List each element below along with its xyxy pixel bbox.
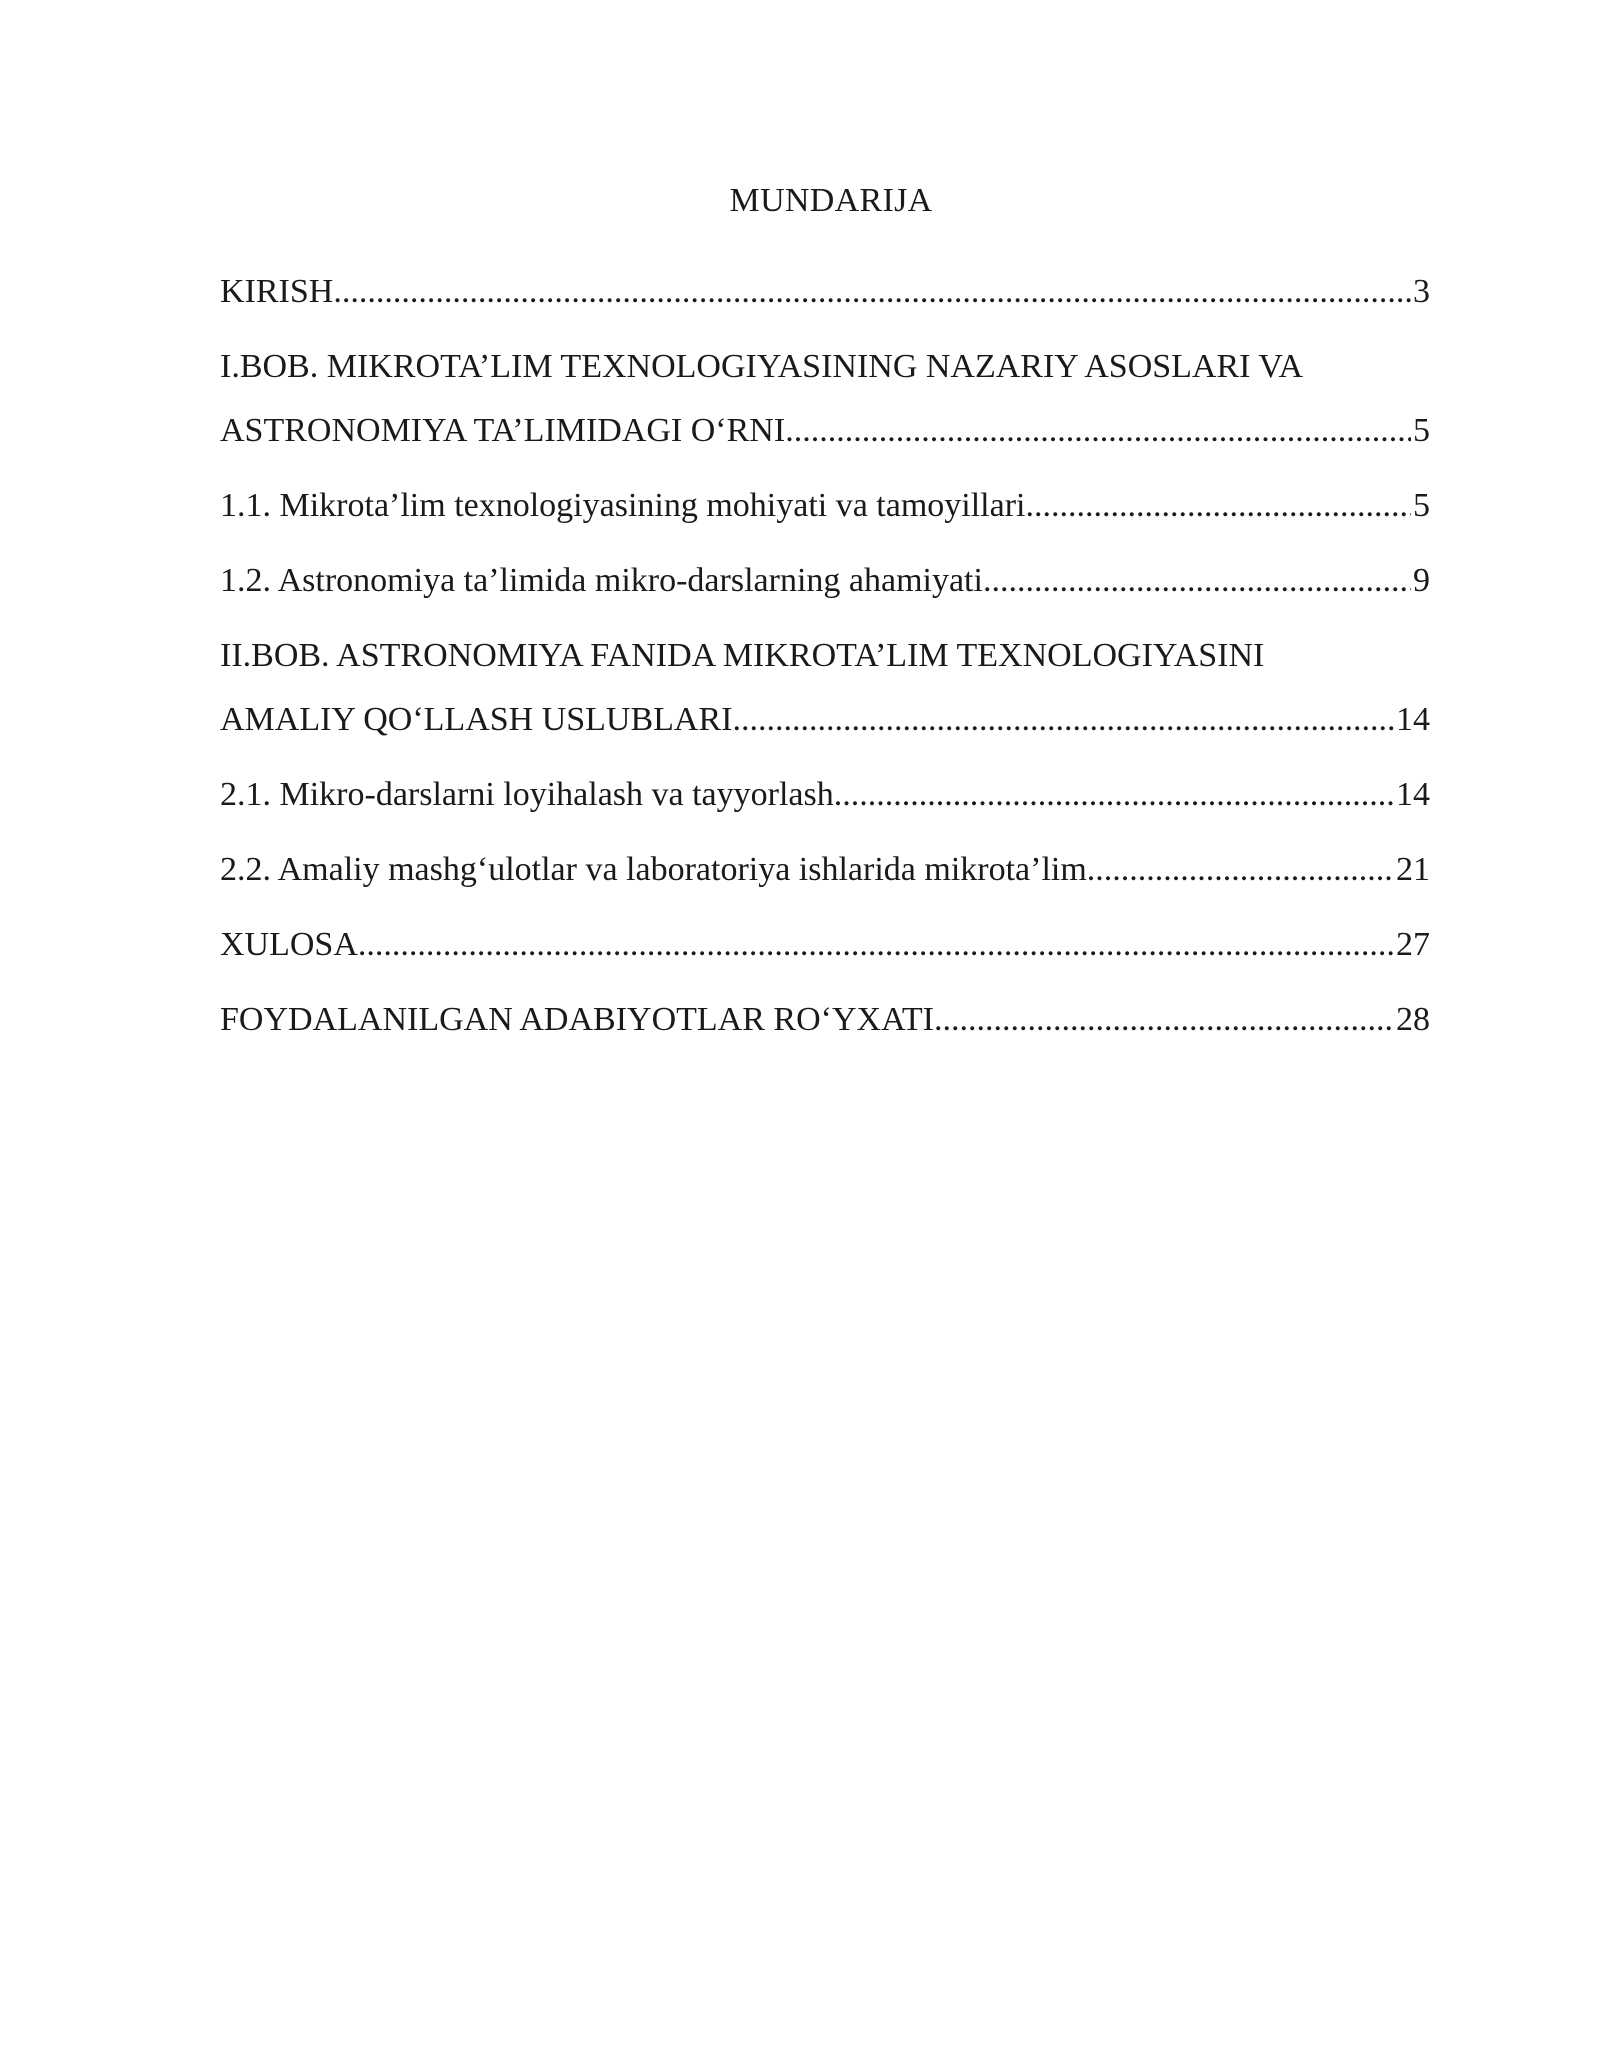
toc-dot-leader xyxy=(333,266,1411,318)
toc-dot-leader xyxy=(733,694,1395,746)
toc-entry-section-1-1[interactable] xyxy=(220,480,1430,532)
toc-entry-label: 1.2. Astronomiya ta’limida mikro-darslarning ahamiyati xyxy=(220,562,983,599)
toc-page-number: 3 xyxy=(1413,273,1430,310)
table-of-contents xyxy=(220,266,1430,1046)
toc-entry-xulosa[interactable] xyxy=(220,919,1430,971)
toc-entry-label-line: I.BOB. MIKROTA’LIM TEXNOLOGIYASINING NAZARIY ASOSLARI VA xyxy=(220,348,1304,385)
toc-dot-leader xyxy=(983,555,1411,607)
toc-entry-label: 2.2. Amaliy mashg‘ulotlar va laboratoriya ishlarida mikrota’lim xyxy=(220,851,1087,888)
toc-page-number: 28 xyxy=(1396,1001,1430,1038)
toc-page-number: 9 xyxy=(1413,562,1430,599)
toc-entry-label: AMALIY QO‘LLASH USLUBLARI xyxy=(220,701,733,738)
toc-entry-label: 1.1. Mikrota’lim texnologiyasining mohiyati va tamoyillari xyxy=(220,487,1026,524)
toc-entry-section-2-1[interactable] xyxy=(220,769,1430,821)
toc-entry-label: FOYDALANILGAN ADABIYOTLAR RO‘YXATI xyxy=(220,1001,934,1038)
toc-dot-leader xyxy=(785,405,1411,457)
toc-entry-chapter-1[interactable] xyxy=(220,341,1430,457)
toc-dot-leader xyxy=(1026,480,1412,532)
toc-title: MUNDARIJA xyxy=(729,182,933,219)
toc-dot-leader xyxy=(934,994,1394,1046)
toc-entry-label: 2.1. Mikro-darslarni loyihalash va tayyorlash xyxy=(220,776,834,813)
toc-entry-kirish[interactable] xyxy=(220,266,1430,318)
toc-page-number: 14 xyxy=(1396,701,1430,738)
toc-page-number: 5 xyxy=(1413,487,1430,524)
toc-entry-references[interactable] xyxy=(220,994,1430,1046)
toc-entry-section-2-2[interactable] xyxy=(220,844,1430,896)
toc-entry-chapter-2[interactable] xyxy=(220,630,1430,746)
toc-dot-leader xyxy=(834,769,1394,821)
toc-page-number: 21 xyxy=(1396,851,1430,888)
toc-dot-leader xyxy=(1087,844,1394,896)
toc-entry-label: ASTRONOMIYA TA’LIMIDAGI O‘RNI xyxy=(220,412,786,449)
toc-entry-label: KIRISH xyxy=(220,273,334,310)
toc-page-number: 27 xyxy=(1396,926,1430,963)
toc-entry-section-1-2[interactable] xyxy=(220,555,1430,607)
toc-entry-label: XULOSA xyxy=(220,926,358,963)
toc-dot-leader xyxy=(358,919,1394,971)
toc-entry-label-line: II.BOB. ASTRONOMIYA FANIDA MIKROTA’LIM TEXNOLOGIYASINI xyxy=(220,637,1265,674)
toc-page-number: 14 xyxy=(1396,776,1430,813)
toc-page-number: 5 xyxy=(1413,412,1430,449)
